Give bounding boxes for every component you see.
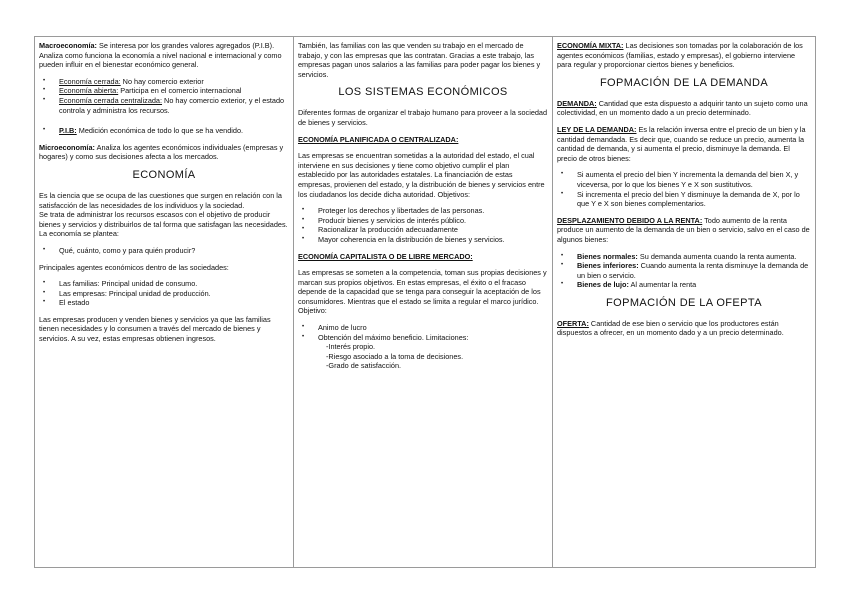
oferta-heading: FOPMACIÓN DE LA OFEPTA	[606, 296, 762, 309]
list-item: • Proteger los derechos y libertades de las personas.	[312, 206, 548, 216]
list-item: • Obtención del máximo beneficio. Limitaciones:	[312, 333, 548, 343]
list-item: • Las familias: Principal unidad de consumo.	[53, 279, 289, 289]
list-item: • Si incrementa el precio del bien Y disminuye la demanda de X, por lo que Y e X son bienes complementarios.	[571, 190, 811, 209]
list-item: • Mayor coherencia en la distribución de bienes y servicios.	[312, 235, 548, 245]
demanda-paragraph: DEMANDA: Cantidad que esta dispuesto a adquirir tanto un sujeto como una colectividad, en un momento dado a un precio determinado.	[557, 98, 808, 118]
list-item: • El estado	[53, 298, 289, 308]
list-item: • P.I.B: Medición económica de todo lo que se ha vendido.	[53, 126, 289, 136]
pib-list	[39, 126, 289, 136]
economy-types-list	[39, 77, 289, 115]
macroeconomia-paragraph	[39, 41, 289, 70]
list-item: • Bienes de lujo: Al aumentar la renta	[571, 280, 811, 290]
list-item: -Riesgo asociado a la toma de decisiones.	[326, 351, 464, 361]
sistemas-heading: LOS SISTEMAS ECONÓMICOS	[338, 86, 508, 99]
list-item: • Economía cerrada: No hay comercio exterior	[53, 77, 289, 87]
capitalista-goals	[298, 323, 548, 342]
list-item: • Bienes inferiores: Cuando aumenta la renta disminuye la demanda de un bien o servicio.	[571, 261, 811, 280]
microeconomia-term: Microeconomía:	[39, 142, 95, 152]
list-item: • Las empresas: Principal unidad de producción.	[53, 289, 289, 299]
economia-heading: ECONOMÍA	[132, 168, 196, 181]
list-item: • Bienes normales: Su demanda aumenta cuando la renta aumenta.	[571, 252, 811, 262]
limitaciones-list	[298, 342, 548, 371]
agents-intro: Principales agentes económicos dentro de las sociedades:	[39, 262, 229, 272]
agents-list	[39, 279, 289, 308]
desplazamiento-paragraph: DESPLAZAMIENTO DEBIDO A LA RENTA: Todo aumento de la renta produce un aumento de la demanda de un bien o servicio, salvo en el caso de algunos bienes:	[557, 215, 810, 244]
list-item: • Animo de lucro	[312, 323, 548, 333]
list-item: • Racionalizar la producción adecuadamente	[312, 225, 548, 235]
list-item: • Si aumenta el precio del bien Y incrementa la demanda del bien X, y viceversa, por lo que los bienes Y e X son sustitutivos.	[571, 170, 811, 189]
closing-paragraph: Las empresas producen y venden bienes y servicios ya que las familias tienen necesidades y lo consumen a través del mercado de bienes y servicios. A su vez, estas empresas obtienen ingresos.	[39, 314, 271, 344]
ley-demanda-paragraph: LEY DE LA DEMANDA: Es la relación inversa entre el precio de un bien y la cantidad demandada. Es decir que, cuando se reduce un precio, aumenta la cantidad de demanda, y si aumenta el precio, disminuye la demanda. El precio de otros bienes:	[557, 124, 806, 163]
mixta-paragraph: ECONOMÍA MIXTA: Las decisiones son tomadas por la colaboración de los agentes económicos (familias, estado y empresas), el gobierno interviene para regular y proporcionar ciertos bienes y beneficios.	[557, 41, 803, 70]
list-item: • Economía cerrada centralizada: No hay comercio exterior, y el estado controla y administra los recursos.	[53, 96, 289, 115]
bienes-list	[557, 252, 811, 290]
planificada-text: Las empresas se encuentran sometidas a la autoridad del estado, el cual interviene en sus decisiones y tiene como objetivo cumplir el plan establecido por las autoridades estatales. La financiación de estas empresas, provienen del estado, y la distribución de bienes y servicios entre los ciudadanos los decide dicha autoridad. Objetivos:	[298, 151, 545, 199]
microeconomia-paragraph: Microeconomía: Analiza los agentes económicos individuales (empresas y hogares) y como sus decisiones afecta a los mercados.	[39, 142, 284, 162]
macroeconomia-text: Se interesa por los grandes valores agregados (P.I.B). Analiza como funciona la economía a nivel nacional e internacional y como pueden influir en el bienestar económico general.	[39, 41, 282, 70]
list-item: • Qué, cuánto, como y para quién producir?	[53, 246, 289, 256]
list-item: -Interés propio.	[326, 342, 376, 352]
intro-paragraph: También, las familias con las que venden su trabajo en el mercado de trabajo, y con las empresas que las contratan. Gracias a este trabajo, las empresas pagan unos salarios a las familias para poder pagar los bienes y servicios.	[298, 41, 541, 79]
column-3	[553, 37, 815, 567]
economia-definition: Es la ciencia que se ocupa de las cuestiones que surgen en relación con la satisfacción de las necesidades de los individuos y la sociedad. Se trata de administrar los recursos escasos con el objetivo de producir bienes y servicios y distribuirlos de tal forma que satisfagan las necesidades. La economía se plantea:	[39, 190, 288, 239]
column-2	[294, 37, 553, 567]
macroeconomia-term: Macroeconomía:	[39, 41, 97, 50]
ley-items	[557, 170, 811, 208]
list-item: • Producir bienes y servicios de interés público.	[312, 216, 548, 226]
list-item: -Grado de satisfacción.	[326, 361, 402, 371]
sistemas-definition: Diferentes formas de organizar el trabajo humano para proveer a la sociedad de bienes y servicios.	[298, 108, 548, 127]
column-1	[35, 37, 294, 567]
capitalista-heading: ECONOMÍA CAPITALISTA O DE LIBRE MERCADO:	[298, 251, 473, 261]
demanda-heading: FOPMACIÓN DE LA DEMANDA	[599, 76, 769, 89]
capitalista-text: Las empresas se someten a la competencia, toman sus propias decisiones y marcan sus propios objetivos. En estas empresas, el éxito o el fracaso depende de la capacidad que se tenga para conseguir la aceptación de los consumidores. Mientras que el estado se limita a regular el marco jurídico. Objetivo:	[298, 268, 547, 316]
planificada-goals	[298, 206, 548, 244]
list-item: • Economía abierta: Participa en el comercio internacional	[53, 86, 289, 96]
oferta-paragraph: OFERTA: Cantidad de ese bien o servicio que los productores están dispuestos a ofrecer, en un momento dado y a un precio determinado.	[557, 318, 784, 338]
questions-list	[39, 246, 289, 256]
document-sheet	[34, 36, 816, 568]
planificada-heading: ECONOMÍA PLANIFICADA O CENTRALIZADA:	[298, 134, 459, 144]
